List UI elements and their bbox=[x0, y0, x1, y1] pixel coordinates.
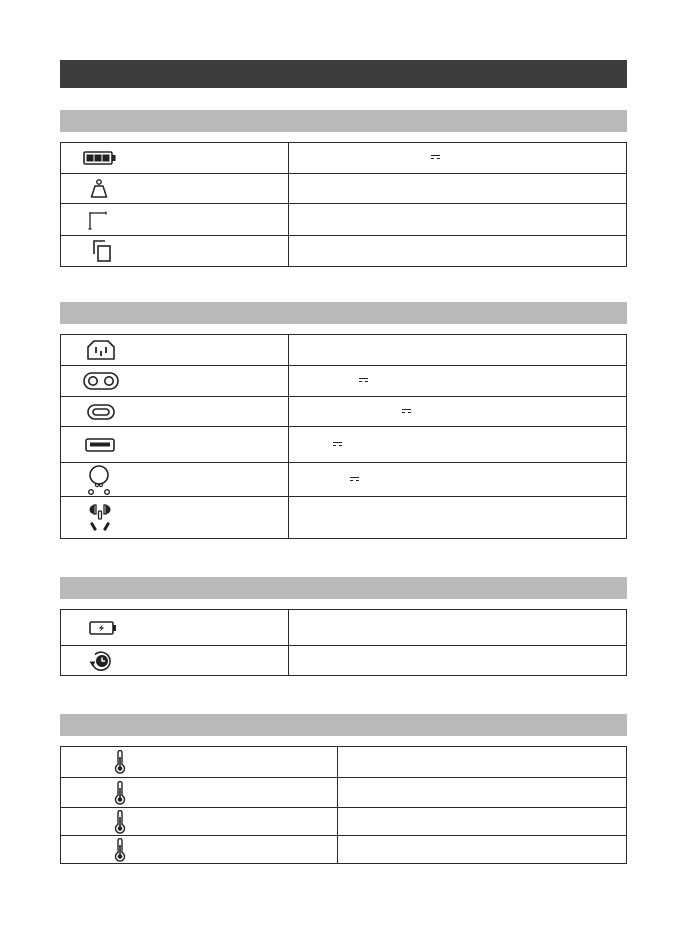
direct-current-symbol bbox=[333, 442, 342, 447]
spec-table-outputs bbox=[60, 334, 627, 539]
spec-value-cell bbox=[289, 236, 627, 267]
table-row bbox=[61, 427, 627, 463]
spec-value-cell bbox=[289, 174, 627, 204]
spec-icon-cell bbox=[61, 747, 338, 778]
spec-value-cell bbox=[289, 335, 627, 366]
section-header-temperature bbox=[60, 714, 627, 736]
spec-icon-cell bbox=[61, 397, 289, 427]
spec-icon-cell bbox=[61, 836, 338, 864]
spec-icon-cell bbox=[61, 463, 289, 497]
dc5521-icon bbox=[87, 464, 111, 496]
dimensions-icon bbox=[88, 209, 108, 231]
spec-icon-cell bbox=[61, 366, 289, 397]
spec-icon-cell bbox=[61, 335, 289, 366]
table-row bbox=[61, 747, 627, 778]
spec-value-cell bbox=[289, 204, 627, 236]
weight-icon bbox=[90, 179, 108, 199]
table-row bbox=[61, 204, 627, 236]
table-row bbox=[61, 646, 627, 676]
thermometer-icon bbox=[114, 750, 126, 774]
spec-icon-cell bbox=[61, 143, 289, 174]
direct-current-symbol bbox=[431, 155, 440, 160]
spec-icon-cell bbox=[61, 204, 289, 236]
spec-value-cell bbox=[338, 836, 627, 864]
usb-a-icon bbox=[85, 438, 115, 452]
section-header-outputs bbox=[60, 302, 627, 324]
spec-icon-cell bbox=[61, 778, 338, 808]
spec-icon-cell bbox=[61, 427, 289, 463]
battery-full-icon bbox=[83, 151, 117, 165]
table-row bbox=[61, 335, 627, 366]
spec-table-temperature bbox=[60, 746, 627, 864]
spec-value-cell bbox=[289, 143, 627, 174]
direct-current-symbol bbox=[350, 477, 359, 482]
spec-icon-cell bbox=[61, 497, 289, 539]
table-row bbox=[61, 236, 627, 267]
spec-value-cell bbox=[289, 397, 627, 427]
table-row bbox=[61, 497, 627, 539]
table-row bbox=[61, 836, 627, 864]
spec-value-cell bbox=[289, 497, 627, 539]
battery-charging-icon bbox=[89, 621, 117, 635]
section-header-charging bbox=[60, 577, 627, 599]
ac-plug-icon bbox=[87, 502, 113, 534]
thermometer-icon bbox=[114, 838, 126, 862]
spec-table-charging bbox=[60, 609, 627, 676]
spec-value-cell bbox=[289, 366, 627, 397]
thermometer-icon bbox=[114, 781, 126, 805]
table-row bbox=[61, 778, 627, 808]
car-socket-icon bbox=[83, 372, 119, 390]
spec-value-cell bbox=[338, 747, 627, 778]
table-row bbox=[61, 143, 627, 174]
document-title-bar bbox=[60, 60, 627, 88]
table-row bbox=[61, 366, 627, 397]
cycle-time-icon bbox=[89, 649, 113, 673]
direct-current-symbol bbox=[402, 409, 411, 414]
table-row bbox=[61, 610, 627, 646]
ac-outlet-icon bbox=[86, 339, 116, 361]
spec-icon-cell bbox=[61, 236, 289, 267]
spec-icon-cell bbox=[61, 174, 289, 204]
table-row bbox=[61, 397, 627, 427]
spec-value-cell bbox=[289, 427, 627, 463]
spec-value-cell bbox=[338, 808, 627, 836]
spec-icon-cell bbox=[61, 610, 289, 646]
spec-value-cell bbox=[289, 463, 627, 497]
spec-icon-cell bbox=[61, 808, 338, 836]
spec-value-cell bbox=[289, 610, 627, 646]
spec-icon-cell bbox=[61, 646, 289, 676]
table-row bbox=[61, 463, 627, 497]
table-row bbox=[61, 174, 627, 204]
thermometer-icon bbox=[114, 810, 126, 834]
table-row bbox=[61, 808, 627, 836]
spec-value-cell bbox=[289, 646, 627, 676]
copy-icon bbox=[90, 239, 112, 263]
direct-current-symbol bbox=[359, 378, 368, 383]
section-header-general bbox=[60, 110, 627, 132]
spec-table-general bbox=[60, 142, 627, 267]
usb-c-icon bbox=[87, 404, 115, 420]
spec-value-cell bbox=[338, 778, 627, 808]
